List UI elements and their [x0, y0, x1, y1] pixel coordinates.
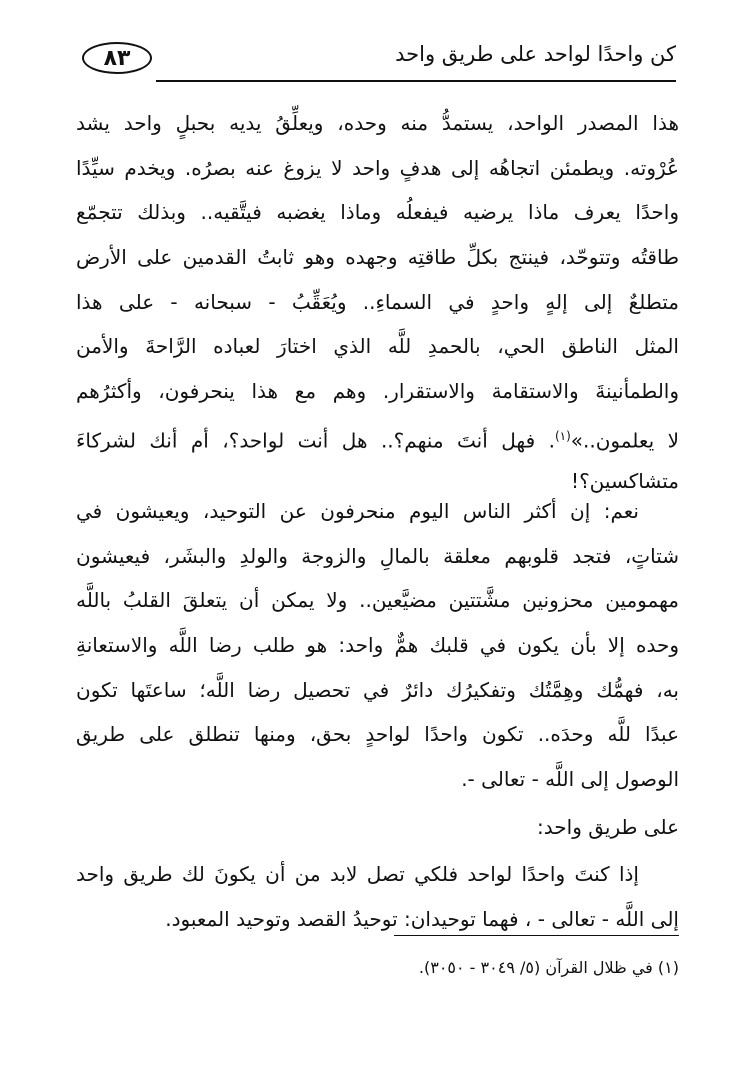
text-line-with-footnote-ref — [76, 414, 679, 459]
page-number: ٨٣ — [82, 42, 152, 74]
text-line: متطلعٌ إلى إلهٍ واحدٍ في السماءِ.. ويُعَقِّبُ - سبحانه - على هذا — [76, 289, 679, 314]
text-line: به، فهمُّك وهِمَّتُك وتفكيرُك دائرٌ في تحصيل رضا اللَّه؛ ساعتَها تكون — [76, 677, 679, 702]
footnote-ref-marker: (١) — [554, 428, 571, 443]
text-line: وحده إلا بأن يكون في قلبك همٌّ واحد: هو طلب رضا اللَّه والاستعانةِ — [76, 633, 679, 658]
paragraph-2 — [76, 489, 679, 802]
text-line: إذا كنتَ واحدًا لواحد فلكي تصل لابد من أن يكونَ لك طريق واحد — [76, 862, 639, 886]
text-line: طاقتُه وتتوحّد، فينتج بكلِّ طاقتِه وجهده وهو ثابتُ القدمين على الأرض — [76, 245, 679, 270]
text-line: نعم: إن أكثر الناس اليوم منحرفون عن التوحيد، ويعيشون في — [76, 499, 639, 523]
text-line: إلى اللَّه - تعالى - ، فهما توحيدان: توحيدُ القصد وتوحيد المعبود. — [165, 906, 679, 931]
page-header — [76, 40, 676, 86]
text-line: والطمأنينةَ والاستقامة والاستقرار. وهم مع هذا ينحرفون، وأكثرُهم — [76, 379, 679, 404]
section-heading: على طريق واحد: — [537, 815, 679, 839]
question-text: . فهل أنتَ منهم؟.. هل أنت لواحد؟، أم أنك لشركاءَ — [76, 428, 555, 453]
text-line: متشاكسين؟! — [571, 468, 679, 493]
text-line: واحدًا يعرف ماذا يرضيه فيفعلُه وماذا يغضبه فيتَّقيه.. وبذلك تتجمّع — [76, 200, 679, 225]
paragraph-3 — [76, 852, 679, 941]
paragraph-1 — [76, 101, 679, 503]
text-line: عبدًا للَّه وحدَه.. تكون واحدًا لواحدٍ بحق، ومنها تنطلق على طريق — [76, 722, 679, 747]
footnote: (١) في ظلال القرآن (٥/ ٣٠٤٩ - ٣٠٥٠). — [418, 958, 679, 977]
text-line: عُرْوته. ويطمئن اتجاهُه إلى هدفٍ واحد لا يزوغ عنه بصرُه. ويخدم سيِّدًا — [76, 155, 679, 180]
header-rule — [156, 80, 676, 82]
quote-end: لا يعلمون..» — [570, 428, 679, 453]
text-line: المثل الناطق الحي، بالحمدِ للَّه الذي اختارَ لعباده الرَّاحةَ والأمن — [76, 334, 679, 359]
running-title: كن واحدًا لواحد على طريق واحد — [395, 42, 676, 66]
text-line: مهمومين محزونين مشَّتتين مضيَّعين.. ولا يمكن أن يتعلقَ القلبُ باللَّه — [76, 588, 679, 613]
text-line: الوصول إلى اللَّه - تعالى -. — [461, 767, 679, 792]
footnote-rule — [394, 935, 679, 936]
text-line: شتاتٍ، فتجد قلوبهم معلقة بالمالِ والزوجة والولدِ والبشَر، فيعيشون — [76, 543, 679, 568]
text-line: هذا المصدر الواحد، يستمدُّ منه وحده، ويعلِّقُ يديه بحبلٍ واحد يشد — [76, 111, 679, 135]
